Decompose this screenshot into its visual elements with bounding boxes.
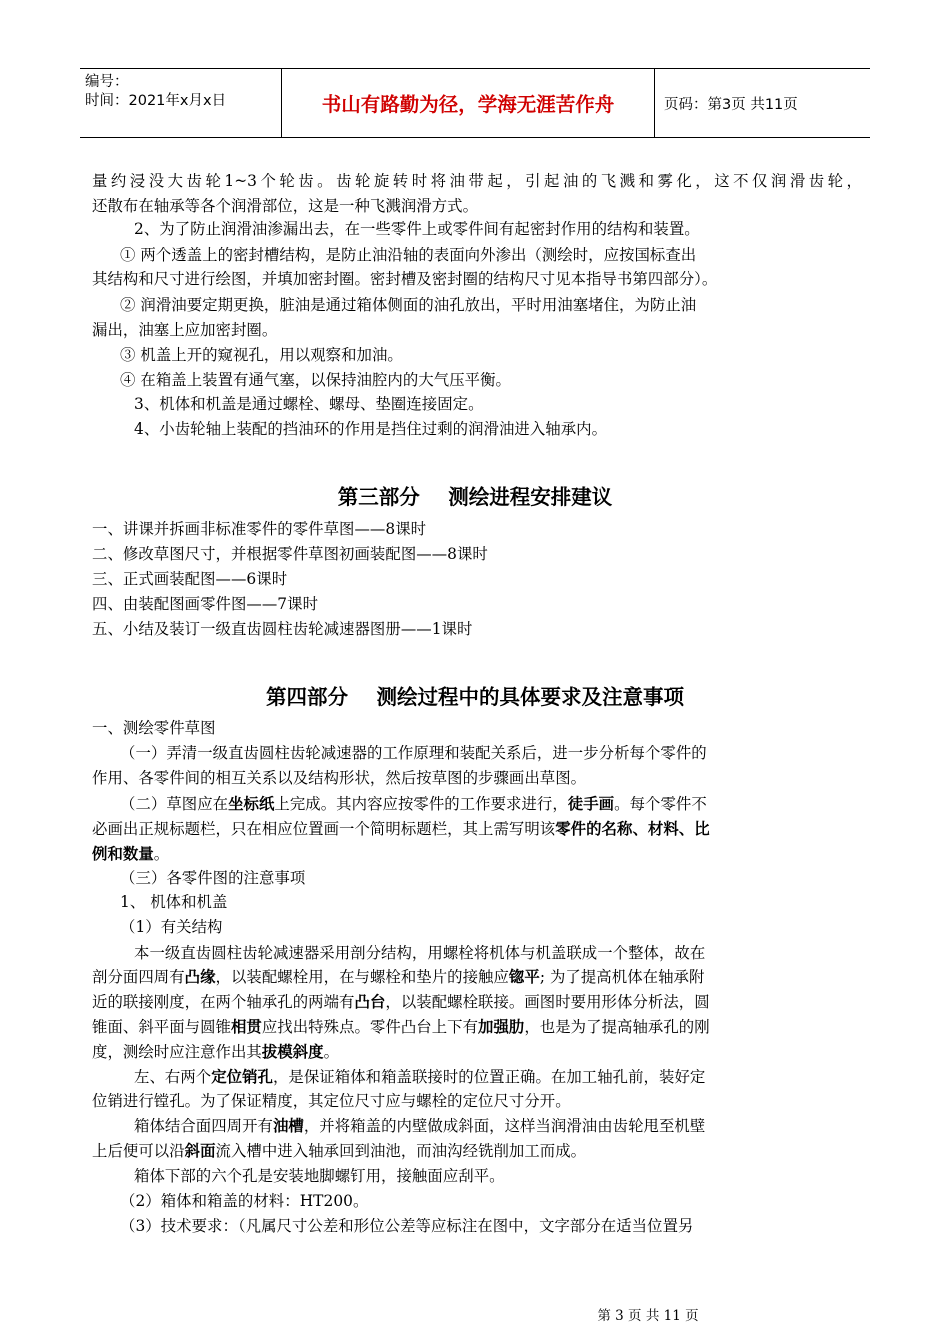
paragraph-line: 箱体结合面四周开有油槽，并将箱盖的内壁做成斜面，这样当润滑油由齿轮甩至机壁 bbox=[134, 1117, 706, 1135]
time-label: 时间：2021年x月x日 bbox=[85, 93, 227, 109]
schedule-item: 二、修改草图尺寸，并根据零件草图初画装配图——8课时 bbox=[92, 545, 488, 563]
paragraph-line: 量约浸没大齿轮1~3个轮齿。齿轮旋转时将油带起，引起油的飞溅和雾化，这不仅润滑齿轮， bbox=[92, 172, 862, 190]
paragraph-line: 作用、各零件间的相互关系以及结构形状，然后按草图的步骤画出草图。 bbox=[92, 769, 587, 787]
schedule-item: 三、正式画装配图——6课时 bbox=[92, 570, 288, 588]
paragraph-line: ② 润滑油要定期更换，脏油是通过箱体侧面的油孔放出，平时用油塞堵住，为防止油 bbox=[120, 296, 697, 314]
page-header bbox=[80, 68, 870, 138]
paragraph-line: ③ 机盖上开的窥视孔，用以观察和加油。 bbox=[120, 346, 403, 364]
paragraph-line: 本一级直齿圆柱齿轮减速器采用剖分结构，用螺栓将机体与机盖联成一个整体，故在 bbox=[134, 944, 706, 962]
section-3-title: 第三部分 测绘进程安排建议 bbox=[337, 485, 613, 509]
paragraph-line: 还散布在轴承等各个润滑部位，这是一种飞溅润滑方式。 bbox=[92, 197, 479, 215]
paragraph-line: 一、测绘零件草图 bbox=[92, 719, 216, 737]
paragraph-line: ④ 在箱盖上装置有通气塞，以保持油腔内的大气压平衡。 bbox=[120, 371, 511, 389]
paragraph-line: 位销进行镗孔。为了保证精度，其定位尺寸应与螺栓的定位尺寸分开。 bbox=[92, 1092, 571, 1110]
paragraph-line: 度，测绘时应注意作出其拔模斜度。 bbox=[92, 1043, 340, 1061]
page-footer: 第 3 页 共 11 页 bbox=[597, 1308, 699, 1324]
paragraph-line: 漏出，油塞上应加密封圈。 bbox=[92, 321, 278, 339]
paragraph-line: （2）箱体和箱盖的材料：HT200。 bbox=[120, 1192, 369, 1210]
paragraph-line: 锥面、斜平面与圆锥相贯应找出特殊点。零件凸台上下有加强肋，也是为了提高轴承孔的刚 bbox=[92, 1018, 710, 1036]
schedule-item: 一、讲课并拆画非标准零件的零件草图——8课时 bbox=[92, 520, 427, 538]
number-label: 编号： bbox=[85, 74, 129, 90]
section-4-title: 第四部分 测绘过程中的具体要求及注意事项 bbox=[265, 685, 685, 709]
paragraph-line: 剖分面四周有凸缘，以装配螺栓用，在与螺栓和垫片的接触应锪平; 为了提高机体在轴承附 bbox=[92, 968, 705, 986]
paragraph-line: （3）技术要求：（凡属尺寸公差和形位公差等应标注在图中，文字部分在适当位置另 bbox=[120, 1217, 694, 1235]
schedule-item: 四、由装配图画零件图——7课时 bbox=[92, 595, 319, 613]
paragraph-line: （二）草图应在坐标纸上完成。其内容应按零件的工作要求进行，徒手画。每个零件不 bbox=[120, 795, 707, 813]
paragraph-line: 其结构和尺寸进行绘图，并填加密封圈。密封槽及密封圈的结构尺寸见本指导书第四部分）。 bbox=[92, 270, 718, 288]
schedule-item: 五、小结及装订一级直齿圆柱齿轮减速器图册——1课时 bbox=[92, 620, 473, 638]
paragraph-line: 1、 机体和机盖 bbox=[120, 893, 228, 911]
paragraph-line: 箱体下部的六个孔是安装地脚螺钉用，接触面应刮平。 bbox=[134, 1167, 505, 1185]
header-meta bbox=[80, 69, 282, 137]
paragraph-line: 3、机体和机盖是通过螺栓、螺母、垫圈连接固定。 bbox=[134, 395, 484, 413]
paragraph-line: （三）各零件图的注意事项 bbox=[120, 869, 306, 887]
paragraph-line: （1）有关结构 bbox=[120, 918, 223, 936]
paragraph-line: 近的联接刚度，在两个轴承孔的两端有凸台，以装配螺栓联接。画图时要用形体分析法，圆 bbox=[92, 993, 710, 1011]
paragraph-line: 上后便可以沿斜面流入槽中进入轴承回到油池，而油沟经铣削加工而成。 bbox=[92, 1142, 587, 1160]
paragraph-line: 2、为了防止润滑油渗漏出去，在一些零件上或零件间有起密封作用的结构和装置。 bbox=[134, 220, 700, 238]
paragraph-line: （一）弄清一级直齿圆柱齿轮减速器的工作原理和装配关系后，进一步分析每个零件的 bbox=[120, 744, 707, 762]
header-motto: 书山有路勤为径，学海无涯苦作舟 bbox=[282, 69, 655, 137]
paragraph-line: 4、小齿轮轴上装配的挡油环的作用是挡住过剩的润滑油进入轴承内。 bbox=[134, 420, 608, 438]
paragraph-line: ① 两个透盖上的密封槽结构，是防止油沿轴的表面向外渗出（测绘时，应按国标查出 bbox=[120, 246, 697, 264]
header-page-info: 页码：第3页 共11页 bbox=[664, 96, 798, 113]
paragraph-line: 例和数量。 bbox=[92, 845, 170, 863]
paragraph-line: 必画出正规标题栏，只在相应位置画一个简明标题栏，其上需写明该零件的名称、材料、比 bbox=[92, 820, 710, 838]
paragraph-line: 左、右两个定位销孔，是保证箱体和箱盖联接时的位置正确。在加工轴孔前，装好定 bbox=[134, 1068, 706, 1086]
